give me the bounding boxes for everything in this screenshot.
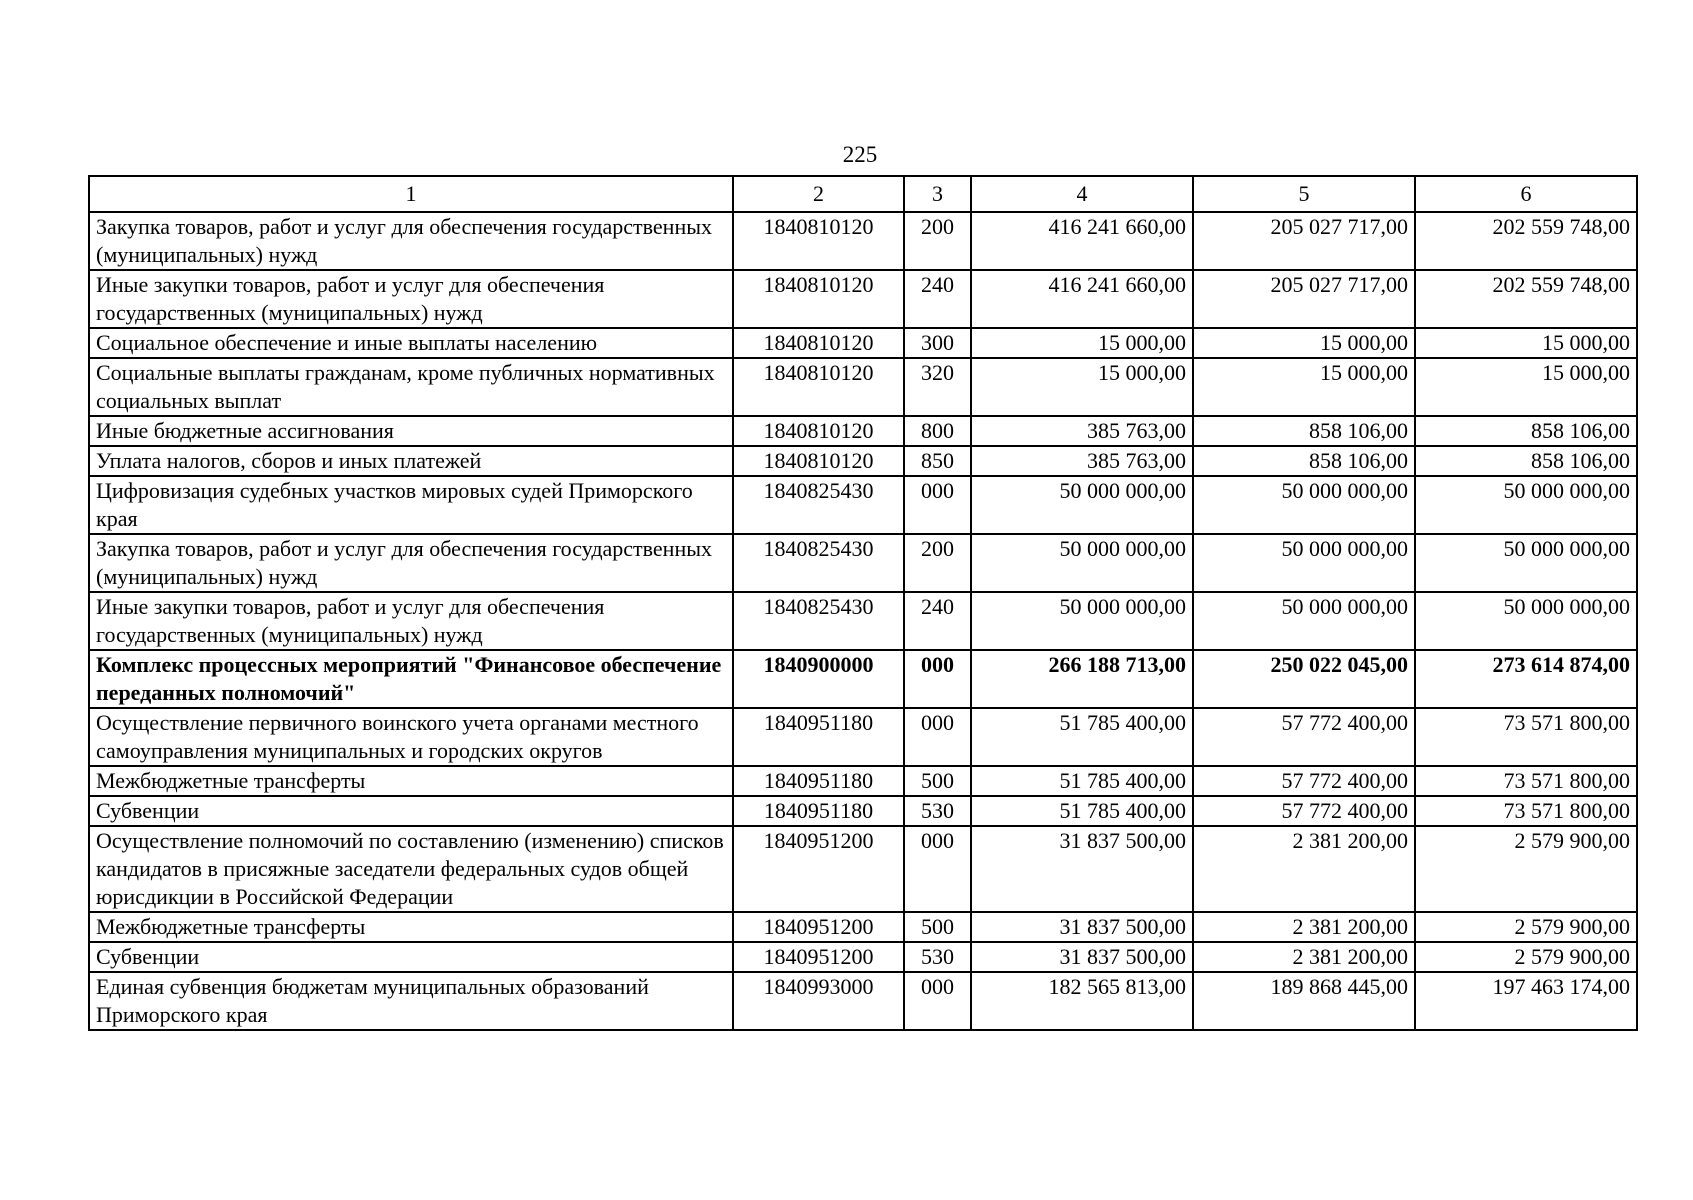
- table-row: [89, 270, 1637, 328]
- cell-target-code: 1840810120: [733, 446, 904, 476]
- cell-expense-type: 000: [904, 972, 971, 1030]
- cell-amount-col5: 57 772 400,00: [1193, 766, 1415, 796]
- cell-target-code: 1840825430: [733, 476, 904, 534]
- cell-target-code: 1840825430: [733, 592, 904, 650]
- cell-name: Межбюджетные трансферты: [89, 912, 733, 942]
- table-row: [89, 416, 1637, 446]
- cell-amount-col6: 15 000,00: [1415, 328, 1637, 358]
- cell-target-code: 1840810120: [733, 416, 904, 446]
- cell-expense-type: 500: [904, 912, 971, 942]
- cell-amount-col5: 858 106,00: [1193, 416, 1415, 446]
- cell-expense-type: 300: [904, 328, 971, 358]
- cell-amount-col4: 50 000 000,00: [971, 592, 1193, 650]
- cell-name: Субвенции: [89, 796, 733, 826]
- cell-expense-type: 000: [904, 708, 971, 766]
- cell-name: Межбюджетные трансферты: [89, 766, 733, 796]
- cell-expense-type: 000: [904, 826, 971, 912]
- column-header-6: 6: [1415, 176, 1637, 212]
- cell-amount-col6: 2 579 900,00: [1415, 826, 1637, 912]
- cell-target-code: 1840825430: [733, 534, 904, 592]
- cell-name: Цифровизация судебных участков мировых судей Приморского края: [89, 476, 733, 534]
- cell-expense-type: 530: [904, 942, 971, 972]
- cell-target-code: 1840951180: [733, 708, 904, 766]
- page-number: 225: [842, 142, 878, 167]
- cell-amount-col4: 182 565 813,00: [971, 972, 1193, 1030]
- cell-expense-type: 240: [904, 270, 971, 328]
- column-header-2: 2: [733, 176, 904, 212]
- cell-amount-col4: 50 000 000,00: [971, 476, 1193, 534]
- table-header-row: [89, 176, 1637, 212]
- column-header-3: 3: [904, 176, 971, 212]
- cell-expense-type: 000: [904, 650, 971, 708]
- cell-amount-col4: 51 785 400,00: [971, 766, 1193, 796]
- cell-amount-col5: 50 000 000,00: [1193, 592, 1415, 650]
- cell-name: Иные закупки товаров, работ и услуг для обеспечения государственных (муниципальных) нужд: [89, 592, 733, 650]
- cell-target-code: 1840993000: [733, 972, 904, 1030]
- cell-amount-col6: 73 571 800,00: [1415, 708, 1637, 766]
- cell-amount-col6: 50 000 000,00: [1415, 534, 1637, 592]
- cell-amount-col4: 51 785 400,00: [971, 796, 1193, 826]
- cell-expense-type: 500: [904, 766, 971, 796]
- cell-amount-col4: 31 837 500,00: [971, 942, 1193, 972]
- cell-expense-type: 200: [904, 212, 971, 270]
- cell-expense-type: 000: [904, 476, 971, 534]
- table-row: [89, 942, 1637, 972]
- cell-amount-col6: 858 106,00: [1415, 416, 1637, 446]
- table-body: [89, 212, 1637, 1030]
- cell-target-code: 1840951200: [733, 912, 904, 942]
- cell-amount-col5: 205 027 717,00: [1193, 270, 1415, 328]
- cell-target-code: 1840810120: [733, 212, 904, 270]
- cell-amount-col4: 385 763,00: [971, 446, 1193, 476]
- cell-name: Осуществление первичного воинского учета органами местного самоуправления муниципальных и городских округов: [89, 708, 733, 766]
- table-row: [89, 446, 1637, 476]
- cell-expense-type: 320: [904, 358, 971, 416]
- cell-amount-col5: 15 000,00: [1193, 328, 1415, 358]
- cell-name: Иные закупки товаров, работ и услуг для обеспечения государственных (муниципальных) нужд: [89, 270, 733, 328]
- table-row: [89, 328, 1637, 358]
- cell-target-code: 1840951180: [733, 766, 904, 796]
- table-row: [89, 592, 1637, 650]
- cell-name: Субвенции: [89, 942, 733, 972]
- cell-amount-col6: 202 559 748,00: [1415, 212, 1637, 270]
- cell-name: Иные бюджетные ассигнования: [89, 416, 733, 446]
- cell-name: Комплекс процессных мероприятий "Финансовое обеспечение переданных полномочий": [89, 650, 733, 708]
- cell-target-code: 1840951200: [733, 942, 904, 972]
- cell-name: Закупка товаров, работ и услуг для обеспечения государственных (муниципальных) нужд: [89, 212, 733, 270]
- cell-amount-col5: 2 381 200,00: [1193, 826, 1415, 912]
- table-row: [89, 212, 1637, 270]
- cell-amount-col6: 2 579 900,00: [1415, 912, 1637, 942]
- column-header-4: 4: [971, 176, 1193, 212]
- cell-amount-col6: 73 571 800,00: [1415, 766, 1637, 796]
- cell-target-code: 1840810120: [733, 328, 904, 358]
- cell-amount-col4: 416 241 660,00: [971, 270, 1193, 328]
- cell-name: Закупка товаров, работ и услуг для обеспечения государственных (муниципальных) нужд: [89, 534, 733, 592]
- cell-amount-col5: 189 868 445,00: [1193, 972, 1415, 1030]
- cell-amount-col5: 50 000 000,00: [1193, 476, 1415, 534]
- cell-amount-col5: 57 772 400,00: [1193, 796, 1415, 826]
- table-row: [89, 534, 1637, 592]
- cell-target-code: 1840951200: [733, 826, 904, 912]
- table-row: [89, 650, 1637, 708]
- cell-name: Единая субвенция бюджетам муниципальных образований Приморского края: [89, 972, 733, 1030]
- cell-name: Осуществление полномочий по составлению (изменению) списков кандидатов в присяжные заседатели федеральных судов общей юрисдикции в Российской Федерации: [89, 826, 733, 912]
- cell-amount-col6: 2 579 900,00: [1415, 942, 1637, 972]
- cell-amount-col5: 2 381 200,00: [1193, 912, 1415, 942]
- cell-amount-col6: 202 559 748,00: [1415, 270, 1637, 328]
- column-header-5: 5: [1193, 176, 1415, 212]
- cell-expense-type: 800: [904, 416, 971, 446]
- cell-target-code: 1840951180: [733, 796, 904, 826]
- table-row: [89, 826, 1637, 912]
- cell-amount-col6: 197 463 174,00: [1415, 972, 1637, 1030]
- cell-amount-col6: 73 571 800,00: [1415, 796, 1637, 826]
- cell-expense-type: 200: [904, 534, 971, 592]
- table-row: [89, 708, 1637, 766]
- cell-amount-col5: 2 381 200,00: [1193, 942, 1415, 972]
- cell-name: Социальное обеспечение и иные выплаты населению: [89, 328, 733, 358]
- cell-amount-col4: 51 785 400,00: [971, 708, 1193, 766]
- cell-expense-type: 240: [904, 592, 971, 650]
- table-row: [89, 912, 1637, 942]
- cell-target-code: 1840810120: [733, 270, 904, 328]
- cell-amount-col6: 50 000 000,00: [1415, 592, 1637, 650]
- cell-amount-col4: 31 837 500,00: [971, 826, 1193, 912]
- cell-expense-type: 530: [904, 796, 971, 826]
- column-header-1: 1: [89, 176, 733, 212]
- cell-amount-col6: 273 614 874,00: [1415, 650, 1637, 708]
- cell-amount-col6: 50 000 000,00: [1415, 476, 1637, 534]
- cell-amount-col4: 416 241 660,00: [971, 212, 1193, 270]
- table-row: [89, 766, 1637, 796]
- cell-expense-type: 850: [904, 446, 971, 476]
- cell-target-code: 1840810120: [733, 358, 904, 416]
- table-row: [89, 358, 1637, 416]
- cell-amount-col6: 858 106,00: [1415, 446, 1637, 476]
- cell-amount-col5: 15 000,00: [1193, 358, 1415, 416]
- cell-amount-col4: 15 000,00: [971, 328, 1193, 358]
- cell-amount-col4: 266 188 713,00: [971, 650, 1193, 708]
- cell-amount-col4: 15 000,00: [971, 358, 1193, 416]
- table-row: [89, 972, 1637, 1030]
- cell-amount-col6: 15 000,00: [1415, 358, 1637, 416]
- cell-amount-col4: 50 000 000,00: [971, 534, 1193, 592]
- cell-target-code: 1840900000: [733, 650, 904, 708]
- cell-amount-col5: 858 106,00: [1193, 446, 1415, 476]
- cell-amount-col5: 250 022 045,00: [1193, 650, 1415, 708]
- budget-table: [88, 175, 1638, 1031]
- cell-name: Социальные выплаты гражданам, кроме публичных нормативных социальных выплат: [89, 358, 733, 416]
- cell-amount-col5: 205 027 717,00: [1193, 212, 1415, 270]
- cell-name: Уплата налогов, сборов и иных платежей: [89, 446, 733, 476]
- table-row: [89, 796, 1637, 826]
- cell-amount-col5: 57 772 400,00: [1193, 708, 1415, 766]
- cell-amount-col4: 385 763,00: [971, 416, 1193, 446]
- cell-amount-col5: 50 000 000,00: [1193, 534, 1415, 592]
- cell-amount-col4: 31 837 500,00: [971, 912, 1193, 942]
- table-row: [89, 476, 1637, 534]
